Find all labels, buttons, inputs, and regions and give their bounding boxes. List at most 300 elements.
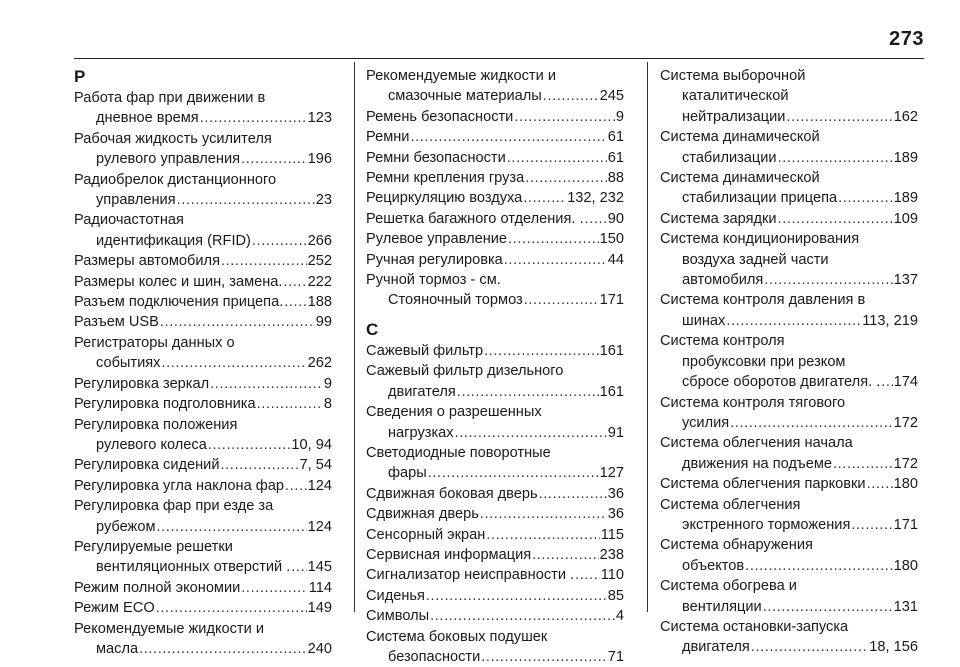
index-entry-line	[74, 578, 332, 598]
index-entry-text: Система боковых подушек	[366, 628, 548, 645]
index-entry-line	[74, 639, 332, 659]
dot-leader	[730, 413, 892, 433]
index-entry-text: стабилизации	[682, 149, 777, 166]
index-entry	[366, 525, 624, 545]
index-entry-line	[366, 341, 624, 361]
index-entry-text: двигателя	[682, 639, 750, 656]
dot-leader	[455, 423, 607, 443]
index-entry-line	[660, 86, 918, 106]
index-entry	[74, 272, 332, 292]
index-entry-line	[74, 129, 332, 149]
dot-leader	[220, 455, 298, 475]
index-entry-line	[660, 107, 918, 127]
index-entry	[74, 251, 332, 271]
index-entry-line	[660, 250, 918, 270]
index-entry-line	[74, 517, 332, 537]
dot-leader	[241, 149, 307, 169]
index-entry-line	[74, 394, 332, 414]
index-entry-line	[366, 525, 624, 545]
index-entry-text: рубежом	[96, 518, 156, 535]
dot-leader	[177, 190, 315, 210]
dot-leader	[160, 312, 315, 332]
index-entry-text: Режим полной экономии	[74, 579, 241, 596]
index-entry-line	[366, 586, 624, 606]
index-entry-pages: 240	[307, 640, 332, 657]
index-entry-text: Регулировка фар при езде за	[74, 498, 274, 515]
index-entry-text: Рекомендуемые жидкости и	[74, 620, 264, 637]
index-entry-text: Регулировка сидений	[74, 457, 220, 474]
index-entry-line	[366, 229, 624, 249]
index-entry-line	[74, 598, 332, 618]
index-entry-line	[660, 372, 918, 392]
index-entry-text: шинах	[682, 312, 726, 329]
dot-leader	[514, 107, 615, 127]
dot-leader	[252, 231, 307, 251]
index-entry-text: Решетка багажного отделения. .	[366, 210, 584, 227]
index-entry	[74, 537, 332, 578]
index-entry-pages: 44	[607, 251, 624, 268]
index-entry-pages: 61	[607, 149, 624, 166]
index-entry-pages: 71	[607, 648, 624, 665]
index-entry-text: управления	[96, 192, 176, 209]
index-entry-line	[366, 545, 624, 565]
index-entry	[74, 619, 332, 660]
index-entry-text: автомобиля	[682, 272, 764, 289]
index-entry-pages: 131	[893, 598, 918, 615]
index-entry-text: движения на подъеме	[682, 455, 832, 472]
index-entry-line	[660, 617, 918, 637]
index-entry-line	[74, 292, 332, 312]
index-entry-pages: 9	[615, 108, 624, 125]
index-entry-line	[366, 361, 624, 381]
index-entry-pages: 99	[315, 314, 332, 331]
index-entry-line	[660, 148, 918, 168]
dot-leader	[532, 545, 599, 565]
index-entry-text: объектов	[682, 557, 745, 574]
index-entry-text: Ремни безопасности	[366, 149, 506, 166]
index-entry-text: Система обогрева и	[660, 578, 797, 595]
index-entry	[74, 312, 332, 332]
index-entry-line	[660, 168, 918, 188]
index-entry	[660, 66, 918, 127]
index-entry-line	[366, 148, 624, 168]
dot-leader	[241, 578, 307, 598]
index-entry-text: Радиочастотная	[74, 212, 184, 229]
index-entry-pages: 113, 219	[862, 312, 918, 329]
index-entry	[660, 617, 918, 658]
index-entry-pages: 245	[599, 88, 624, 105]
index-entry-line	[660, 188, 918, 208]
dot-leader	[283, 272, 306, 292]
page-number: 273	[889, 28, 924, 50]
index-entry-text: Система контроля тягового	[660, 394, 846, 411]
index-entry-pages: 188	[307, 294, 332, 311]
index-entry-text: Сенсорный экран	[366, 526, 486, 543]
index-entry-text: Рекомендуемые жидкости и	[366, 68, 556, 84]
index-entry	[660, 535, 918, 576]
index-entry	[660, 393, 918, 434]
index-entry-line	[660, 229, 918, 249]
header-rule	[74, 58, 924, 59]
index-entry	[366, 127, 624, 147]
index-entry	[366, 606, 624, 626]
index-entry	[366, 270, 624, 311]
index-entry-text: нагрузках	[388, 424, 454, 441]
index-entry	[366, 565, 624, 585]
index-entry-text: пробуксовки при резком	[682, 353, 846, 370]
index-entry	[366, 586, 624, 606]
index-entry-pages: 88	[607, 170, 624, 187]
dot-leader	[291, 557, 306, 577]
dot-leader	[426, 586, 607, 606]
index-entry-line	[366, 402, 624, 422]
index-entry-pages: 266	[307, 232, 332, 249]
index-entry-text: Сигнализатор неисправности .	[366, 567, 575, 584]
index-entry-pages: 262	[307, 355, 332, 372]
index-entry-line	[366, 382, 624, 402]
index-entry-text: Сажевый фильтр дизельного	[366, 363, 564, 380]
index-entry-pages: 85	[607, 587, 624, 604]
dot-leader	[507, 148, 607, 168]
index-entry-text: Разъем USB	[74, 314, 159, 331]
index-entry-line	[366, 168, 624, 188]
index-entry-text: Стояночный тормоз	[388, 292, 523, 309]
index-entry-line	[74, 415, 332, 435]
index-entry-pages: 162	[893, 108, 918, 125]
index-entry	[660, 168, 918, 209]
section-gap	[366, 311, 624, 319]
index-entry-line	[660, 413, 918, 433]
index-entry-text: Система выборочной	[660, 68, 806, 84]
index-entry-text: Ручная регулировка	[366, 251, 503, 268]
index-entry	[660, 290, 918, 331]
index-entry-line	[366, 250, 624, 270]
index-entry-line	[660, 515, 918, 535]
dot-leader	[284, 292, 306, 312]
index-entry-line	[74, 210, 332, 230]
index-entry-pages: 91	[607, 424, 624, 441]
index-entry-line	[660, 290, 918, 310]
index-entry-pages: 124	[307, 477, 332, 494]
dot-leader	[778, 209, 893, 229]
column-divider	[647, 62, 648, 612]
dot-leader	[833, 454, 893, 474]
index-entry-pages: 150	[599, 231, 624, 248]
index-entry-text: экстренного торможения	[682, 516, 851, 533]
index-entry-line	[366, 423, 624, 443]
index-entry-text: Светодиодные поворотные	[366, 444, 551, 461]
index-entry-pages: 172	[893, 414, 918, 431]
section-letter: Р	[74, 67, 86, 86]
index-entry-pages: 171	[599, 292, 624, 309]
index-entry-pages: 137	[893, 272, 918, 289]
index-entry-text: Символы	[366, 608, 430, 625]
dot-leader	[881, 372, 892, 392]
section-letter: С	[366, 319, 379, 339]
index-entry	[660, 127, 918, 168]
index-entry-line	[74, 374, 332, 394]
index-entry-line	[660, 454, 918, 474]
index-entry	[660, 209, 918, 229]
index-entry	[366, 545, 624, 565]
index-entry-text: Сервисная информация	[366, 546, 532, 563]
dot-leader	[763, 597, 893, 617]
index-entry-pages: 222	[307, 273, 332, 290]
dot-leader	[480, 504, 607, 524]
index-entry-pages: 172	[893, 455, 918, 472]
index-entry	[74, 476, 332, 496]
index-entry-pages: 10, 94	[291, 436, 332, 453]
dot-leader	[786, 107, 892, 127]
index-entry-line	[660, 637, 918, 657]
index-entry-text: Система зарядки	[660, 210, 777, 227]
index-entry	[366, 168, 624, 188]
index-entry-text: Система контроля давления в	[660, 292, 866, 309]
index-entry-text: воздуха задней части	[682, 251, 829, 268]
index-entry-text: Ручной тормоз - см.	[366, 272, 501, 289]
index-entry-pages: 161	[599, 342, 624, 359]
index-entry-text: вентиляции	[682, 598, 762, 615]
index-entry-line	[74, 190, 332, 210]
index-entry	[366, 229, 624, 249]
index-entry-line	[660, 495, 918, 515]
index-entry	[366, 188, 624, 208]
index-entry-text: Сдвижная дверь	[366, 506, 479, 523]
index-entry-pages: 171	[893, 516, 918, 533]
dot-leader	[257, 394, 323, 414]
index-entry-text: Рабочая жидкость усилителя	[74, 130, 272, 147]
index-entry-text: Регулировка подголовника	[74, 396, 256, 413]
index-entry-text: Сведения о разрешенных	[366, 404, 542, 421]
dot-leader	[200, 108, 307, 128]
index-entry	[74, 394, 332, 414]
index-entry-line	[74, 312, 332, 332]
index-entry-text: фары	[388, 465, 427, 482]
index-entry-line	[366, 504, 624, 524]
index-entry	[366, 250, 624, 270]
index-entry-line	[366, 647, 624, 667]
dot-leader	[457, 382, 599, 402]
index-entry	[366, 66, 624, 107]
index-entry-text: Сажевый фильтр	[366, 342, 484, 359]
index-entry	[74, 129, 332, 170]
index-entry-line	[660, 433, 918, 453]
index-entry-pages: 132, 232	[567, 190, 624, 207]
index-entry	[366, 504, 624, 524]
index-entry-line	[366, 443, 624, 463]
index-entry-text: рулевого управления	[96, 151, 241, 168]
index-entry-line	[660, 209, 918, 229]
column-divider	[354, 62, 355, 612]
index-entry-pages: 109	[893, 210, 918, 227]
index-entry-pages: 189	[893, 149, 918, 166]
index-entry	[74, 170, 332, 211]
index-entry-text: Регистраторы данных о	[74, 334, 235, 351]
dot-leader	[484, 341, 599, 361]
index-entry	[366, 209, 624, 229]
index-entry-pages: 8	[323, 396, 332, 413]
index-entry-line	[660, 66, 918, 86]
index-entry	[660, 576, 918, 617]
index-entry-line	[660, 556, 918, 576]
dot-leader	[210, 374, 323, 394]
index-entry-text: сбросе оборотов двигателя. .	[682, 374, 881, 391]
index-entry-pages: 114	[308, 579, 332, 596]
index-entry-line	[74, 88, 332, 108]
index-entry-text: Размеры колес и шин, замена.	[74, 273, 283, 290]
dot-leader	[575, 565, 600, 585]
dot-leader	[543, 86, 599, 106]
index-entry-pages: 4	[615, 608, 624, 625]
index-entry-text: безопасности	[388, 648, 481, 665]
dot-leader	[523, 188, 566, 208]
dot-leader	[539, 484, 607, 504]
index-entry-pages: 110	[600, 567, 624, 584]
index-entry-pages: 149	[307, 600, 332, 617]
index-entry-text: нейтрализации	[682, 108, 786, 125]
index-entry	[366, 484, 624, 504]
index-entry-line	[366, 209, 624, 229]
index-entry-line	[366, 86, 624, 106]
index-entry-text: Рециркуляцию воздуха	[366, 190, 523, 207]
index-entry-line	[366, 66, 624, 86]
index-entry-line	[74, 251, 332, 271]
index-entry-text: Ремни крепления груза	[366, 170, 525, 187]
index-entry-text: Рулевое управление	[366, 231, 508, 248]
index-entry-text: масла	[96, 640, 139, 657]
dot-leader	[139, 639, 307, 659]
index-entry-line	[74, 108, 332, 128]
index-entry	[74, 333, 332, 374]
index-entry-line	[366, 188, 624, 208]
index-entry	[660, 474, 918, 494]
index-entry	[366, 402, 624, 443]
index-entry-pages: 61	[607, 129, 624, 146]
index-entry-line	[74, 537, 332, 557]
dot-leader	[285, 476, 307, 496]
index-entry-text: Система облегчения начала	[660, 435, 853, 452]
dot-leader	[778, 148, 893, 168]
index-entry-text: Сдвижная боковая дверь	[366, 485, 538, 502]
index-entry-line	[660, 576, 918, 596]
index-entry-text: Система обнаружения	[660, 537, 813, 554]
index-entry-line	[366, 463, 624, 483]
index-entry-line	[74, 619, 332, 639]
index-entry-text: идентификация (RFID)	[96, 232, 251, 249]
index-entry	[366, 107, 624, 127]
dot-leader	[430, 606, 615, 626]
index-entry-line	[660, 535, 918, 555]
index-entry	[74, 292, 332, 312]
index-entry-text: Режим ECO	[74, 600, 155, 617]
index-entry-line	[74, 149, 332, 169]
index-entry-line	[366, 270, 624, 290]
index-entry-text: Система контроля	[660, 333, 785, 350]
dot-leader	[208, 435, 291, 455]
index-entry-pages: 180	[893, 557, 918, 574]
index-entry-line	[366, 290, 624, 310]
dot-leader	[428, 463, 599, 483]
index-entry-text: Радиобрелок дистанционного	[74, 171, 277, 188]
index-entry-text: Система облегчения	[660, 496, 801, 513]
index-entry-pages: 9	[323, 375, 332, 392]
index-entry-pages: 189	[893, 190, 918, 207]
index-entry-pages: 124	[307, 518, 332, 535]
index-entry-text: Размеры автомобиля	[74, 253, 220, 270]
index-entry-line	[74, 435, 332, 455]
index-entry	[74, 374, 332, 394]
index-entry-pages: 174	[893, 374, 918, 391]
index-entry-pages: 7, 54	[299, 457, 332, 474]
index-column-1	[74, 66, 332, 659]
index-entry-pages: 145	[307, 559, 332, 576]
index-entry-line	[660, 331, 918, 351]
index-entry-pages: 161	[599, 383, 624, 400]
index-entry-line	[660, 311, 918, 331]
index-entry-text: смазочные материалы	[388, 88, 542, 105]
index-entry-pages: 23	[315, 192, 332, 209]
dot-leader	[486, 525, 599, 545]
index-entry-line	[74, 557, 332, 577]
index-entry	[660, 331, 918, 392]
dot-leader	[221, 251, 307, 271]
index-entry-line	[74, 353, 332, 373]
index-entry-pages: 196	[307, 151, 332, 168]
index-entry	[366, 627, 624, 667]
index-entry-text: Регулировка угла наклона фар	[74, 477, 285, 494]
index-column-3	[660, 66, 918, 658]
index-entry-text: вентиляционных отверстий .	[96, 559, 291, 576]
index-entry	[74, 496, 332, 537]
index-entry-line	[366, 606, 624, 626]
dot-leader	[751, 637, 869, 657]
index-entry-pages: 36	[607, 506, 624, 523]
index-entry-line	[74, 170, 332, 190]
index-entry-pages: 127	[599, 465, 624, 482]
dot-leader	[838, 188, 893, 208]
index-entry-line	[74, 496, 332, 516]
dot-leader	[156, 598, 307, 618]
index-entry-text: каталитической	[682, 88, 789, 105]
index-entry-line	[660, 127, 918, 147]
index-entry-text: Ремни	[366, 129, 410, 146]
index-entry	[74, 455, 332, 475]
index-entry-line	[74, 231, 332, 251]
index-entry-text: Система кондиционирования	[660, 231, 860, 248]
index-entry	[660, 495, 918, 536]
index-entry-text: Система облегчения парковки	[660, 476, 866, 493]
dot-leader	[525, 168, 607, 188]
index-entry	[74, 415, 332, 456]
index-entry-line	[366, 484, 624, 504]
index-entry-line	[74, 455, 332, 475]
index-entry-text: стабилизации прицепа	[682, 190, 838, 207]
dot-leader	[851, 515, 892, 535]
index-entry-pages: 180	[893, 476, 918, 493]
index-entry-pages: 18, 156	[869, 639, 918, 656]
dot-leader	[726, 311, 861, 331]
dot-leader	[524, 290, 599, 310]
index-entry-text: Система динамической	[660, 129, 820, 146]
index-entry-line	[366, 127, 624, 147]
index-entry-text: Ремень безопасности	[366, 108, 514, 125]
index-entry	[74, 578, 332, 598]
index-entry-pages: 123	[307, 110, 332, 127]
index-entry-text: Регулировка положения	[74, 416, 238, 433]
index-entry-line	[660, 597, 918, 617]
index-entry-text: Система остановки-запуска	[660, 618, 849, 635]
index-entry-text: Система динамической	[660, 170, 820, 187]
